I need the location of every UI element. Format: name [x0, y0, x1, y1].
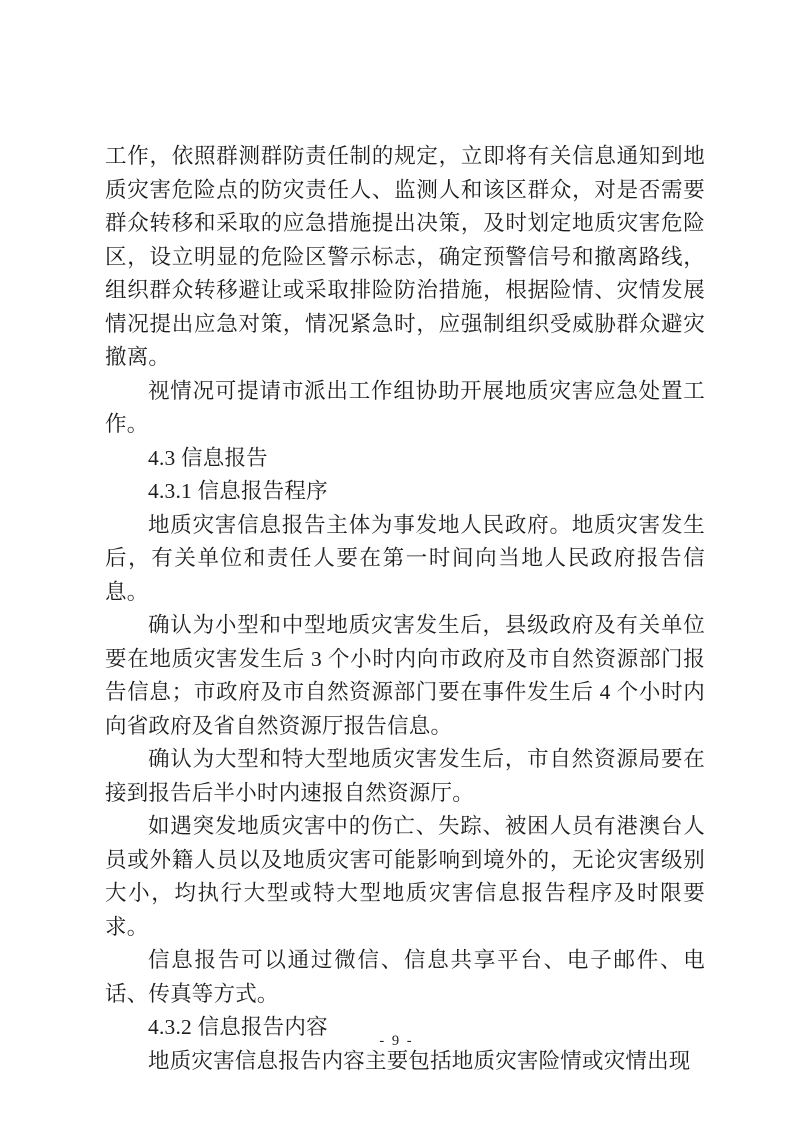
section-heading-4-3-2: 4.3.2 信息报告内容	[148, 1015, 328, 1039]
document-body	[105, 140, 705, 1078]
paragraph: 工作，依照群测群防责任制的规定，立即将有关信息通知到地质灾害危险点的防灾责任人、监测人和该区群众，对是否需要群众转移和采取的应急措施提出决策，及时划定地质灾害危险区，设立明显的危险区警示标志，确定预警信号和撤离路线，组织群众转移避让或采取排险防治措施，根据险情、灾情发展情况提出应急对策，情况紧急时，应强制组织受威胁群众避灾撤离。	[105, 144, 705, 369]
page-footer	[0, 1031, 793, 1051]
paragraph: 地质灾害信息报告内容主要包括地质灾害险情或灾情出现	[148, 1048, 691, 1073]
paragraph: 确认为大型和特大型地质灾害发生后，市自然资源局要在接到报告后半小时内速报自然资源厅。	[105, 747, 705, 805]
paragraph: 确认为小型和中型地质灾害发生后，县级政府及有关单位要在地质灾害发生后 3 个小时内向市政府及市自然资源部门报告信息；市政府及市自然资源部门要在事件发生后 4 个小时内向省政府及省自然资源厅报告信息。	[105, 613, 705, 738]
paragraph: 信息报告可以通过微信、信息共享平台、电子邮件、电话、传真等方式。	[105, 948, 705, 1006]
paragraph: 地质灾害信息报告主体为事发地人民政府。地质灾害发生后，有关单位和责任人要在第一时间向当地人民政府报告信息。	[105, 512, 705, 604]
paragraph: 视情况可提请市派出工作组协助开展地质灾害应急处置工作。	[105, 378, 705, 436]
section-heading-4-3: 4.3 信息报告	[148, 445, 268, 470]
page-number: - 9 -	[379, 1033, 414, 1049]
section-heading-4-3-1: 4.3.1 信息报告程序	[148, 479, 328, 503]
paragraph: 如遇突发地质灾害中的伤亡、失踪、被困人员有港澳台人员或外籍人员以及地质灾害可能影响到境外的，无论灾害级别大小，均执行大型或特大型地质灾害信息报告程序及时限要求。	[105, 814, 705, 939]
